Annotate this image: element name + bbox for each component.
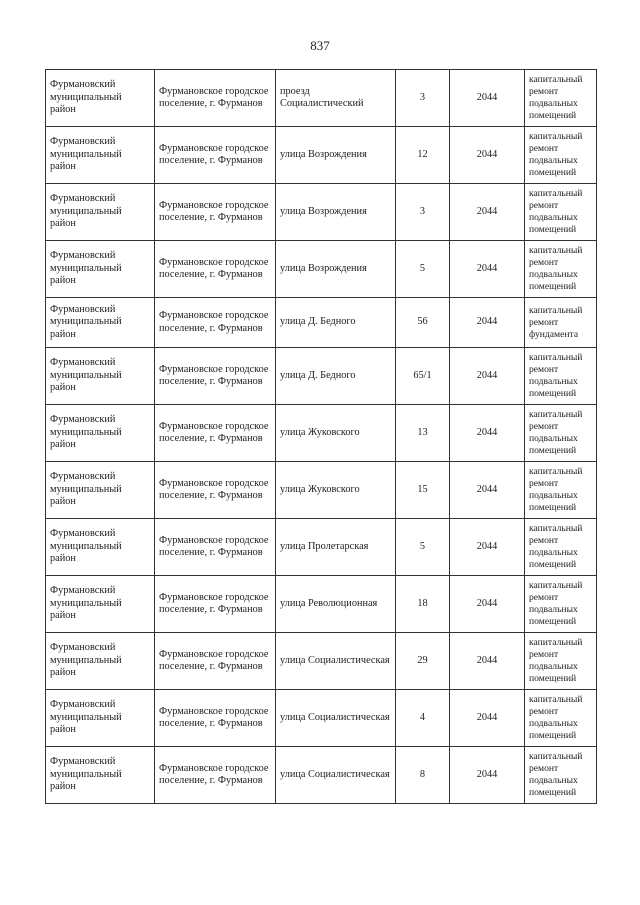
year-cell: 2044 <box>450 576 525 633</box>
street-cell: улица Д. Бедного <box>276 348 396 405</box>
house-number-cell: 65/1 <box>396 348 450 405</box>
work-type-cell: капитальный ремонт подвальных помещений <box>525 184 597 241</box>
district-cell: Фурмановский муниципальный район <box>46 70 155 127</box>
repair-schedule-table <box>45 69 597 804</box>
table-row <box>46 241 597 298</box>
district-cell: Фурмановский муниципальный район <box>46 633 155 690</box>
street-cell: улица Жуковского <box>276 405 396 462</box>
district-cell: Фурмановский муниципальный район <box>46 462 155 519</box>
house-number-cell: 5 <box>396 241 450 298</box>
year-cell: 2044 <box>450 690 525 747</box>
table-row <box>46 747 597 804</box>
district-cell: Фурмановский муниципальный район <box>46 348 155 405</box>
page-number: 837 <box>310 38 330 53</box>
table-row <box>46 298 597 348</box>
district-cell: Фурмановский муниципальный район <box>46 405 155 462</box>
table-row <box>46 184 597 241</box>
work-type-cell: капитальный ремонт подвальных помещений <box>525 747 597 804</box>
year-cell: 2044 <box>450 184 525 241</box>
table-row <box>46 70 597 127</box>
district-cell: Фурмановский муниципальный район <box>46 747 155 804</box>
table-row <box>46 127 597 184</box>
work-type-cell: капитальный ремонт подвальных помещений <box>525 70 597 127</box>
district-cell: Фурмановский муниципальный район <box>46 690 155 747</box>
settlement-cell: Фурмановское городское поселение, г. Фурманов <box>155 298 276 348</box>
settlement-cell: Фурмановское городское поселение, г. Фурманов <box>155 747 276 804</box>
street-cell: улица Возрождения <box>276 127 396 184</box>
district-cell: Фурмановский муниципальный район <box>46 127 155 184</box>
work-type-cell: капитальный ремонт подвальных помещений <box>525 405 597 462</box>
house-number-cell: 3 <box>396 184 450 241</box>
district-cell: Фурмановский муниципальный район <box>46 184 155 241</box>
year-cell: 2044 <box>450 405 525 462</box>
year-cell: 2044 <box>450 633 525 690</box>
settlement-cell: Фурмановское городское поселение, г. Фурманов <box>155 184 276 241</box>
table-row <box>46 633 597 690</box>
year-cell: 2044 <box>450 70 525 127</box>
settlement-cell: Фурмановское городское поселение, г. Фурманов <box>155 127 276 184</box>
table-row <box>46 690 597 747</box>
settlement-cell: Фурмановское городское поселение, г. Фурманов <box>155 462 276 519</box>
settlement-cell: Фурмановское городское поселение, г. Фурманов <box>155 241 276 298</box>
street-cell: улица Социалистическая <box>276 690 396 747</box>
year-cell: 2044 <box>450 348 525 405</box>
year-cell: 2044 <box>450 462 525 519</box>
house-number-cell: 8 <box>396 747 450 804</box>
year-cell: 2044 <box>450 241 525 298</box>
settlement-cell: Фурмановское городское поселение, г. Фурманов <box>155 348 276 405</box>
street-cell: улица Революционная <box>276 576 396 633</box>
work-type-cell: капитальный ремонт подвальных помещений <box>525 519 597 576</box>
house-number-cell: 13 <box>396 405 450 462</box>
street-cell: улица Жуковского <box>276 462 396 519</box>
year-cell: 2044 <box>450 127 525 184</box>
street-cell: улица Возрождения <box>276 184 396 241</box>
work-type-cell: капитальный ремонт подвальных помещений <box>525 241 597 298</box>
district-cell: Фурмановский муниципальный район <box>46 298 155 348</box>
year-cell: 2044 <box>450 298 525 348</box>
settlement-cell: Фурмановское городское поселение, г. Фурманов <box>155 633 276 690</box>
table-row <box>46 519 597 576</box>
settlement-cell: Фурмановское городское поселение, г. Фурманов <box>155 519 276 576</box>
street-cell: улица Д. Бедного <box>276 298 396 348</box>
house-number-cell: 4 <box>396 690 450 747</box>
work-type-cell: капитальный ремонт подвальных помещений <box>525 633 597 690</box>
work-type-cell: капитальный ремонт подвальных помещений <box>525 690 597 747</box>
table-row <box>46 576 597 633</box>
work-type-cell: капитальный ремонт подвальных помещений <box>525 348 597 405</box>
house-number-cell: 3 <box>396 70 450 127</box>
house-number-cell: 29 <box>396 633 450 690</box>
district-cell: Фурмановский муниципальный район <box>46 576 155 633</box>
district-cell: Фурмановский муниципальный район <box>46 519 155 576</box>
table-row <box>46 405 597 462</box>
settlement-cell: Фурмановское городское поселение, г. Фурманов <box>155 405 276 462</box>
table-row <box>46 462 597 519</box>
table-row <box>46 348 597 405</box>
settlement-cell: Фурмановское городское поселение, г. Фурманов <box>155 576 276 633</box>
street-cell: улица Социалистическая <box>276 747 396 804</box>
work-type-cell: капитальный ремонт подвальных помещений <box>525 462 597 519</box>
work-type-cell: капитальный ремонт подвальных помещений <box>525 576 597 633</box>
house-number-cell: 18 <box>396 576 450 633</box>
street-cell: улица Возрождения <box>276 241 396 298</box>
house-number-cell: 5 <box>396 519 450 576</box>
settlement-cell: Фурмановское городское поселение, г. Фурманов <box>155 690 276 747</box>
house-number-cell: 15 <box>396 462 450 519</box>
house-number-cell: 12 <box>396 127 450 184</box>
street-cell: улица Пролетарская <box>276 519 396 576</box>
settlement-cell: Фурмановское городское поселение, г. Фурманов <box>155 70 276 127</box>
district-cell: Фурмановский муниципальный район <box>46 241 155 298</box>
street-cell: улица Социалистическая <box>276 633 396 690</box>
house-number-cell: 56 <box>396 298 450 348</box>
work-type-cell: капитальный ремонт подвальных помещений <box>525 127 597 184</box>
street-cell: проезд Социалистический <box>276 70 396 127</box>
work-type-cell: капитальный ремонт фундамента <box>525 298 597 348</box>
year-cell: 2044 <box>450 747 525 804</box>
year-cell: 2044 <box>450 519 525 576</box>
